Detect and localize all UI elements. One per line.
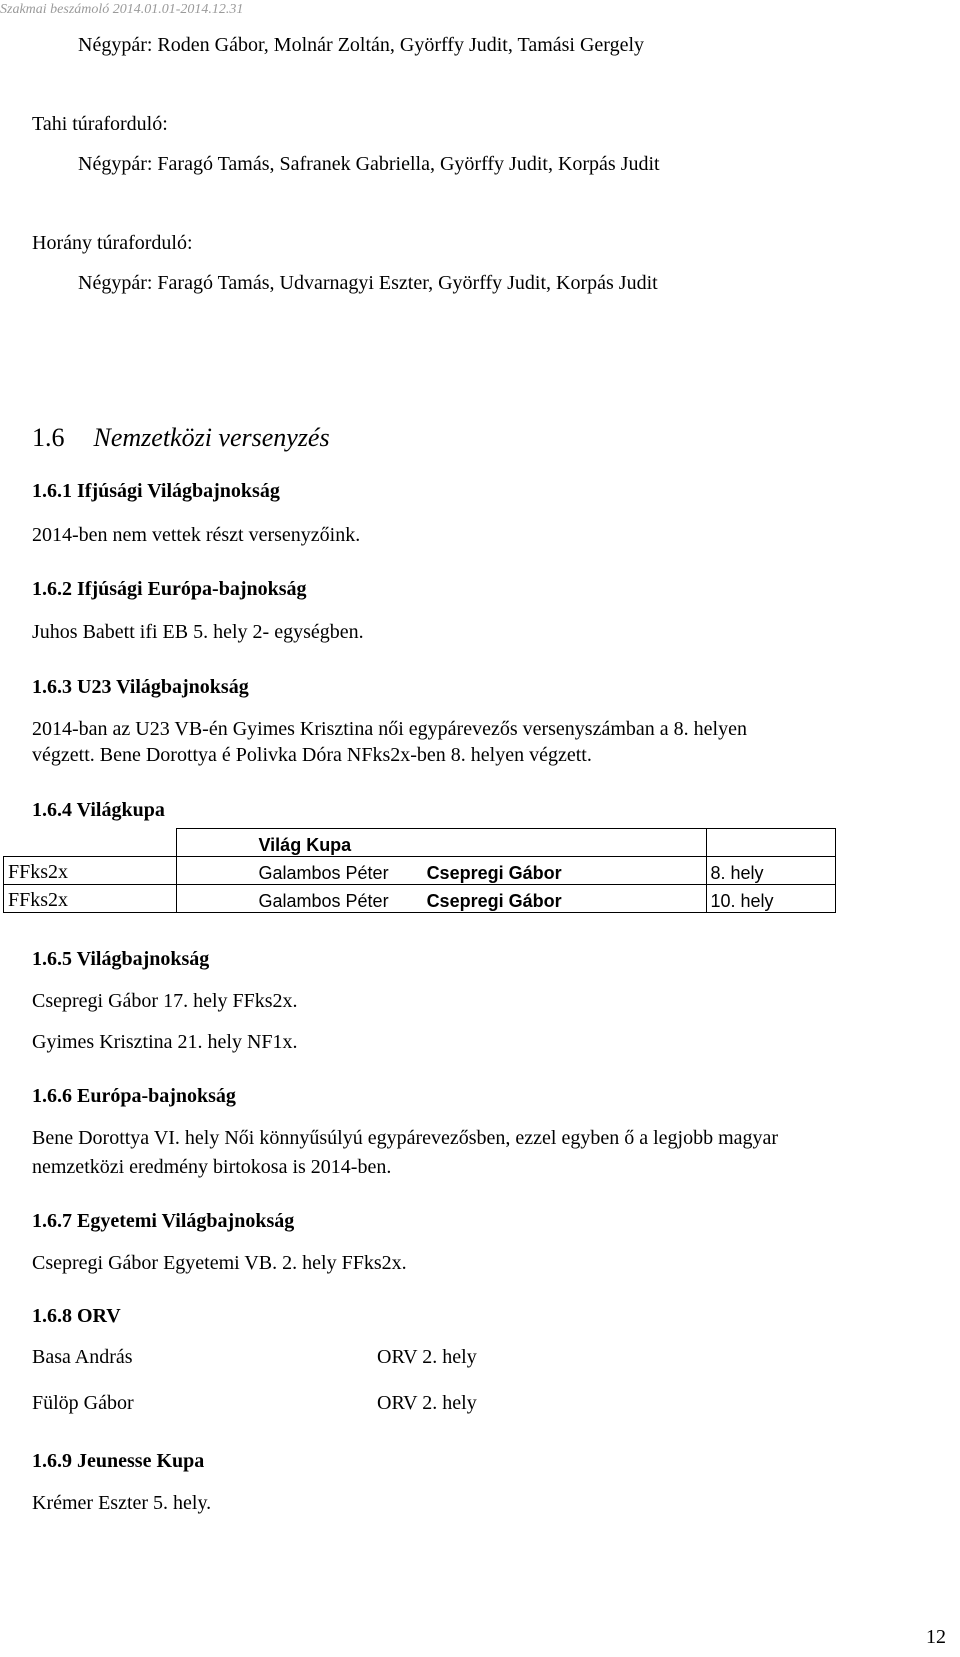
text-1-6-3-line1: 2014-ban az U23 VB-én Gyimes Krisztina női egypárevezős versenyszámban a 8. helyen (32, 718, 747, 740)
heading-1-6-6: 1.6.6 Európa-bajnokság (32, 1085, 236, 1107)
table-header: Világ Kupa (176, 829, 706, 857)
rower-name-1: Galambos Péter (258, 891, 389, 911)
tahi-heading: Tahi túraforduló: (32, 113, 168, 135)
rower-name-2: Csepregi Gábor (426, 863, 562, 883)
orv-result-2: ORV 2. hely (377, 1392, 477, 1414)
text-1-6-5-line2: Gyimes Krisztina 21. hely NF1x. (32, 1031, 298, 1053)
horany-heading: Horány túraforduló: (32, 232, 193, 254)
heading-1-6-4: 1.6.4 Világkupa (32, 799, 165, 821)
text-1-6-3-line2: végzett. Bene Dorottya é Polivka Dóra NFks2x-ben 8. helyen végzett. (32, 744, 592, 766)
orv-name-1: Basa András (32, 1346, 133, 1368)
heading-1-6-2: 1.6.2 Ifjúsági Európa-bajnokság (32, 578, 307, 600)
section-heading (32, 423, 330, 453)
foursome-line-3: Négypár: Faragó Tamás, Udvarnagyi Eszter, Györffy Judit, Korpás Judit (78, 272, 658, 294)
placement: 8. hely (706, 857, 835, 885)
table-row (4, 885, 836, 913)
text-1-6-6-line1: Bene Dorottya VI. hely Női könnyűsúlyú egypárevezősben, ezzel egyben ő a legjobb magyar (32, 1127, 779, 1149)
text-1-6-7: Csepregi Gábor Egyetemi VB. 2. hely FFks2x. (32, 1252, 407, 1274)
rower-name-1: Galambos Péter (258, 863, 389, 883)
world-cup-table (3, 828, 836, 913)
table-header-row (4, 829, 836, 857)
heading-1-6-7: 1.6.7 Egyetemi Világbajnokság (32, 1210, 295, 1232)
text-1-6-5-line1: Csepregi Gábor 17. hely FFks2x. (32, 990, 298, 1012)
text-1-6-1: 2014-ben nem vettek részt versenyzőink. (32, 524, 361, 546)
boat-class: FFks2x (4, 885, 177, 913)
boat-class: FFks2x (4, 857, 177, 885)
heading-1-6-9: 1.6.9 Jeunesse Kupa (32, 1450, 205, 1472)
section-number: 1.6 (32, 423, 65, 452)
foursome-line-1: Négypár: Roden Gábor, Molnár Zoltán, Györffy Judit, Tamási Gergely (78, 34, 645, 56)
rower-name-2: Csepregi Gábor (426, 891, 562, 911)
orv-name-2: Fülöp Gábor (32, 1392, 134, 1414)
placement: 10. hely (706, 885, 835, 913)
orv-result-1: ORV 2. hely (377, 1346, 477, 1368)
running-header: Szakmai beszámoló 2014.01.01-2014.12.31 (0, 2, 244, 17)
section-title: Nemzetközi versenyzés (93, 423, 330, 452)
text-1-6-2: Juhos Babett ifi EB 5. hely 2- egységben. (32, 621, 364, 643)
heading-1-6-5: 1.6.5 Világbajnokság (32, 948, 210, 970)
page-number: 12 (926, 1626, 946, 1648)
heading-1-6-8: 1.6.8 ORV (32, 1305, 121, 1327)
text-1-6-6-line2: nemzetközi eredmény birtokosa is 2014-ben. (32, 1156, 392, 1178)
heading-1-6-1: 1.6.1 Ifjúsági Világbajnokság (32, 480, 280, 502)
heading-1-6-3: 1.6.3 U23 Világbajnokság (32, 676, 249, 698)
text-1-6-9: Krémer Eszter 5. hely. (32, 1492, 212, 1514)
foursome-line-2: Négypár: Faragó Tamás, Safranek Gabriella, Györffy Judit, Korpás Judit (78, 153, 660, 175)
table-row (4, 857, 836, 885)
